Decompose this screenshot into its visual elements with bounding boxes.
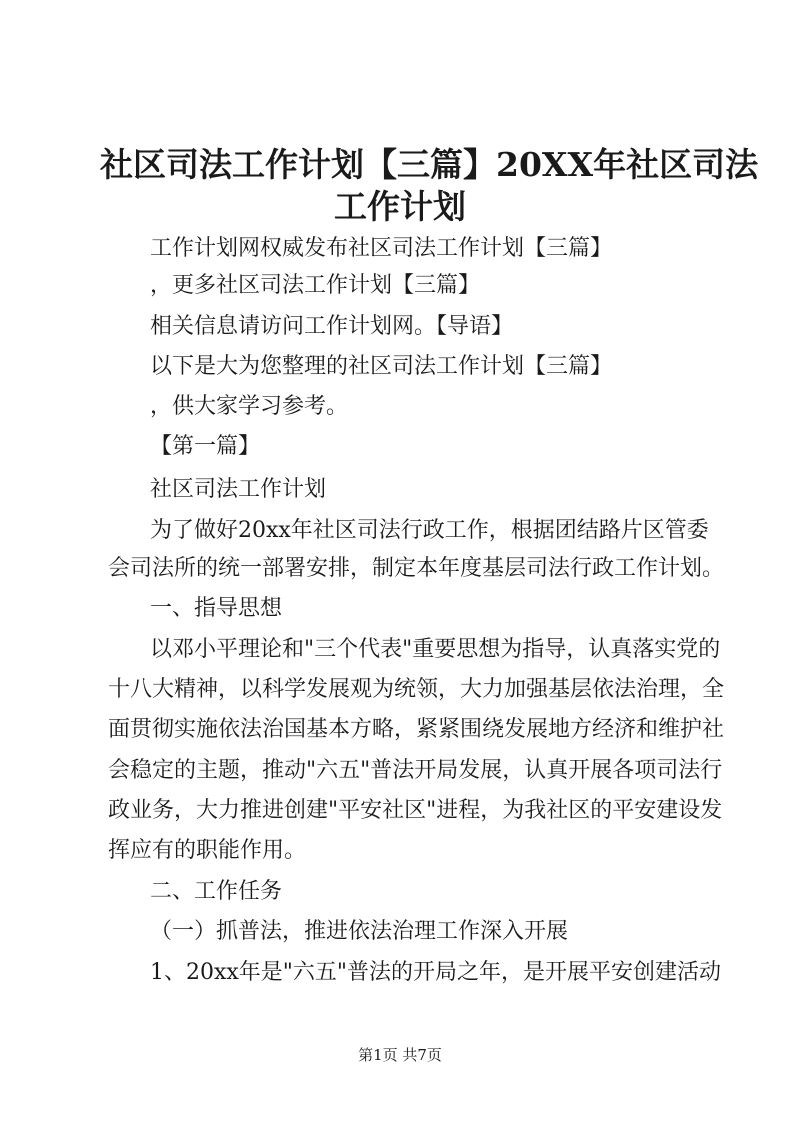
section-first-subtitle: 社区司法工作计划: [150, 477, 327, 502]
page-number-footer: 第1页 共7页: [358, 1046, 442, 1064]
paragraph-2-line-6: 挥应有的职能作用。: [108, 838, 307, 863]
document-title-line-1: 社区司法工作计划【三篇】20XX年社区司法: [100, 145, 759, 184]
subheading-legal-education: （一）抓普法，推进依法治理工作深入开展: [150, 919, 569, 944]
intro-line-3: 相关信息请访问工作计划网。【导语】: [150, 314, 514, 339]
document-title-line-2: 工作计划: [334, 187, 466, 226]
section-first-heading: 【第一篇】: [150, 434, 261, 459]
paragraph-1-line-1: 为了做好20xx年社区司法行政工作，根据团结路片区管委: [150, 518, 709, 543]
paragraph-2-line-3: 面贯彻实施依法治国基本方略，紧紧围绕发展地方经济和维护社: [108, 717, 725, 742]
intro-line-2: ，更多社区司法工作计划【三篇】: [150, 273, 481, 298]
paragraph-2-line-4: 会稳定的主题，推动"六五"普法开局发展，认真开展各项司法行: [108, 758, 723, 783]
intro-line-1: 工作计划网权威发布社区司法工作计划【三篇】: [150, 236, 613, 261]
paragraph-3-line-1: 1、20xx年是"六五"普法的开局之年，是开展平安创建活动: [150, 960, 722, 985]
heading-guiding-ideology: 一、指导思想: [150, 596, 283, 621]
intro-line-4: 以下是大为您整理的社区司法工作计划【三篇】: [150, 354, 613, 379]
paragraph-2-line-2: 十八大精神，以科学发展观为统领，大力加强基层依法治理，全: [108, 677, 725, 702]
paragraph-2-line-1: 以邓小平理论和"三个代表"重要思想为指导，认真落实党的: [150, 637, 721, 662]
heading-work-tasks: 二、工作任务: [150, 879, 283, 904]
paragraph-1-line-2: 会司法所的统一部署安排，制定本年度基层司法行政工作计划。: [108, 556, 725, 581]
intro-line-5: ，供大家学习参考。: [150, 394, 349, 419]
paragraph-2-line-5: 政业务，大力推进创建"平安社区"进程，为我社区的平安建设发: [108, 798, 723, 823]
